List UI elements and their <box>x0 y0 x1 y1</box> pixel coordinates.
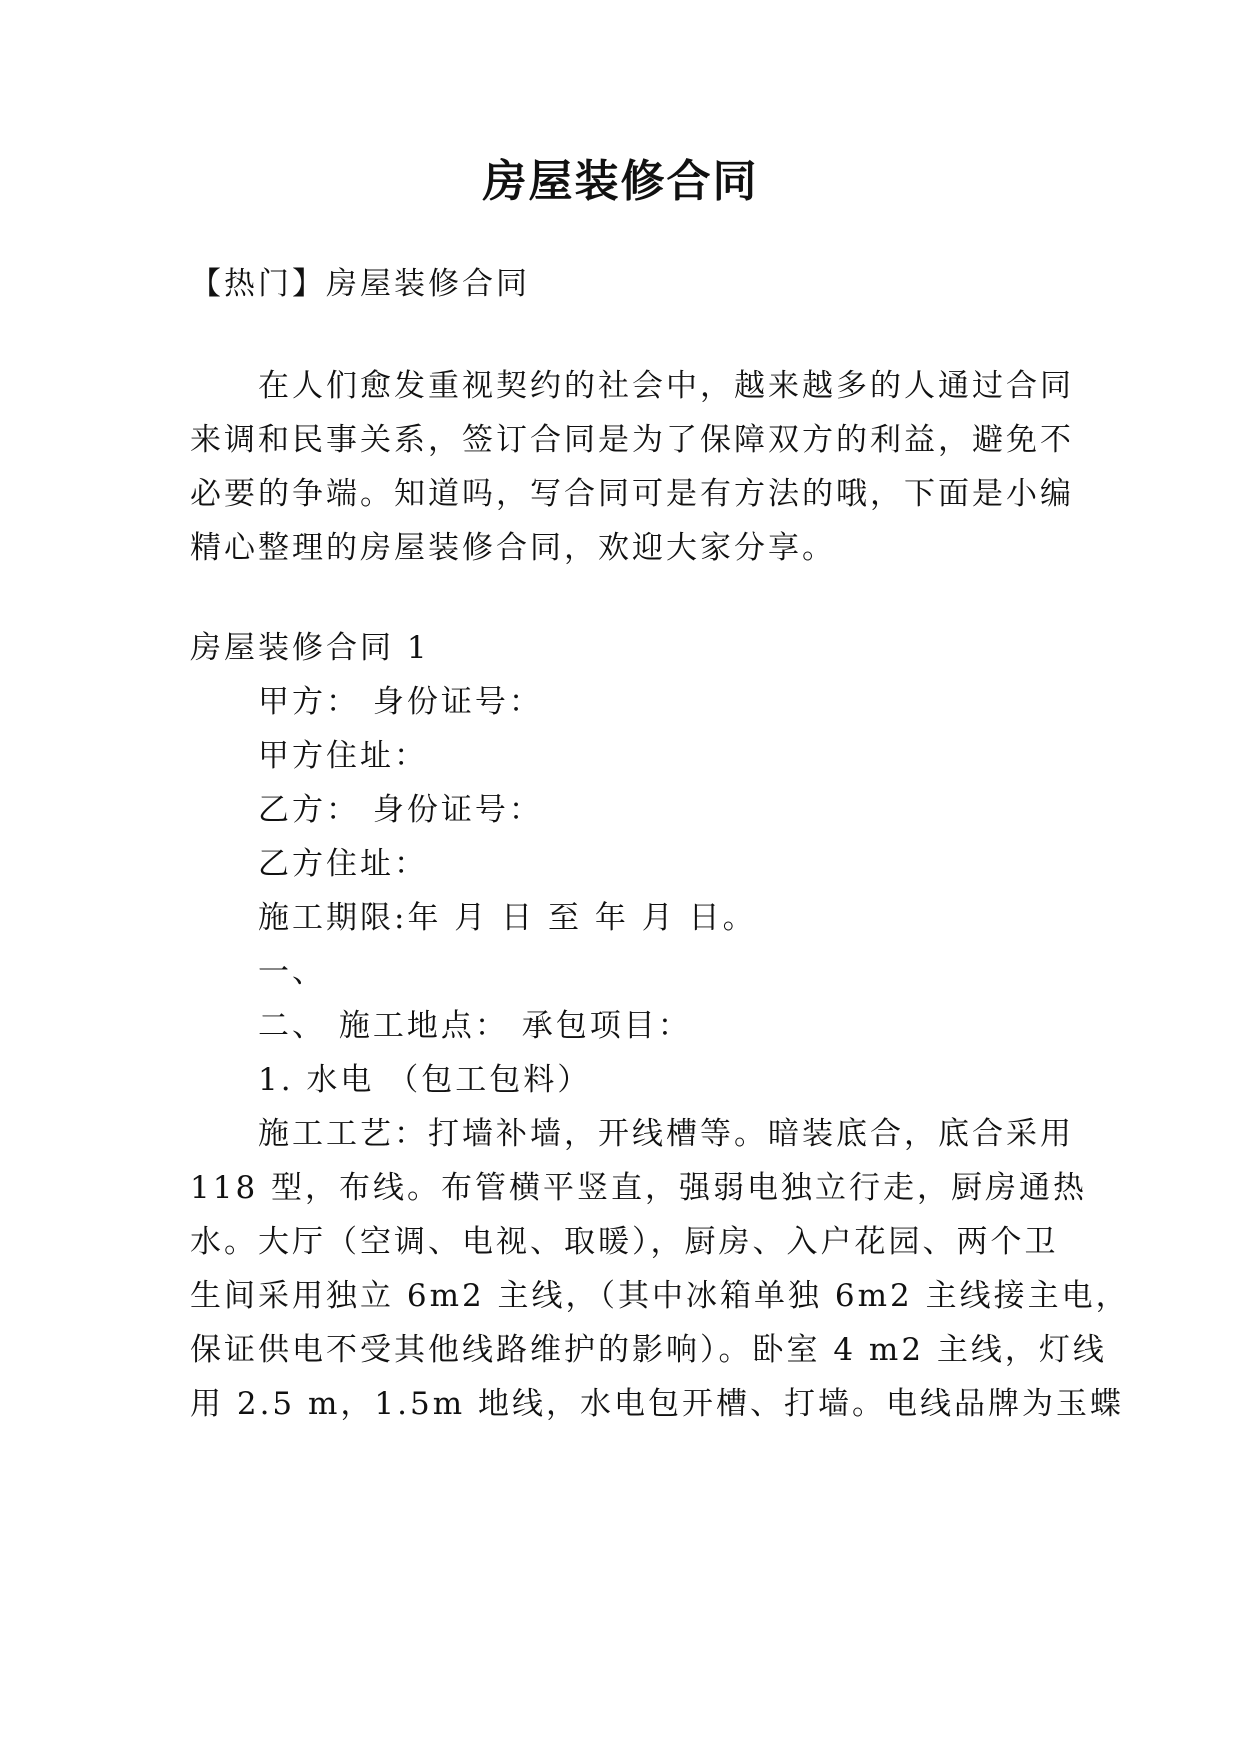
intro-line: 必要的争端。知道吗，写合同可是有方法的哦，下面是小编 <box>190 476 1074 512</box>
document-title: 房屋装修合同 <box>482 156 759 207</box>
document-subtitle: 【热门】房屋装修合同 <box>190 266 530 302</box>
intro-line: 来调和民事关系，签订合同是为了保障双方的利益，避免不 <box>190 422 1074 458</box>
craft-line: 用 2.5 m，1.5m 地线，水电包开槽、打墙。电线品牌为玉蝶 <box>190 1386 1124 1422</box>
craft-line: 生间采用独立 6m2 主线，（其中冰箱单独 6m2 主线接主电， <box>190 1278 1130 1314</box>
party-a-field: 甲方： 身份证号： <box>258 684 543 720</box>
craft-line: 施工工艺：打墙补墙，开线槽等。暗装底合，底合采用 <box>258 1116 1074 1152</box>
party-b-address-field: 乙方住址： <box>258 846 428 882</box>
construction-period-field: 施工期限:年 月 日 至 年 月 日。 <box>258 900 757 936</box>
clause-one: 一、 <box>258 954 326 990</box>
intro-line: 在人们愈发重视契约的社会中，越来越多的人通过合同 <box>258 368 1074 404</box>
party-a-address-field: 甲方住址： <box>258 738 428 774</box>
section-heading: 房屋装修合同 1 <box>190 630 430 666</box>
clause-two: 二、 施工地点： 承包项目： <box>258 1008 692 1044</box>
item-water-electric: 1. 水电 （包工包料） <box>258 1062 592 1098</box>
craft-line: 保证供电不受其他线路维护的影响）。卧室 4 m2 主线，灯线 <box>190 1332 1107 1368</box>
party-b-field: 乙方： 身份证号： <box>258 792 543 828</box>
intro-line: 精心整理的房屋装修合同，欢迎大家分享。 <box>190 530 836 566</box>
craft-line: 水。大厅（空调、电视、取暖），厨房、入户花园、两个卫 <box>190 1224 1059 1260</box>
craft-line: 118 型，布线。布管横平竖直，强弱电独立行走，厨房通热 <box>190 1170 1088 1206</box>
